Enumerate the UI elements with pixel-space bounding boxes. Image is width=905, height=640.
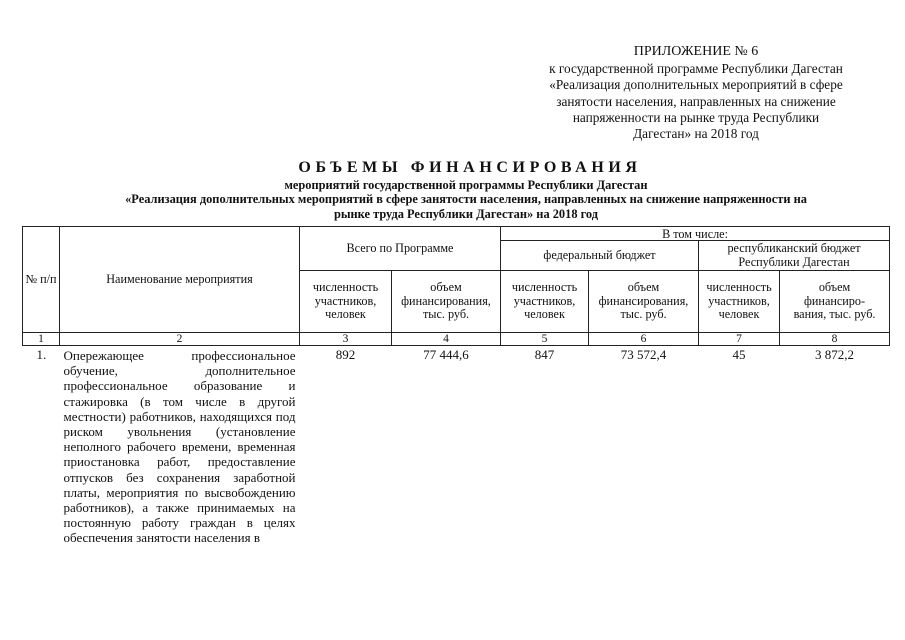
- header-total-funding: объем финансирования, тыс. руб.: [392, 271, 501, 333]
- table-row: [23, 346, 890, 546]
- header-republic-participants: численность участников, человек: [699, 271, 780, 333]
- appendix-line: «Реализация дополнительных мероприятий в сфере: [549, 77, 843, 93]
- row-total-funding: 77 444,6: [423, 347, 469, 362]
- header-including: В том числе:: [501, 227, 890, 241]
- appendix-block: [500, 44, 892, 142]
- appendix-line: занятости населения, направленных на снижение: [556, 93, 836, 109]
- column-number: 1: [23, 333, 60, 346]
- heading-line: рынке труда Республики Дагестан» на 2018 год: [333, 206, 599, 221]
- column-number: 4: [392, 333, 501, 346]
- funding-table: [22, 226, 890, 546]
- header-num: № п/п: [23, 227, 60, 333]
- column-number: 5: [501, 333, 589, 346]
- document-heading: [60, 158, 872, 221]
- row-number: 1.: [36, 347, 47, 362]
- appendix-line: напряженности на рынке труда Республики: [572, 109, 820, 125]
- row-total-participants: 892: [335, 347, 356, 362]
- row-federal-funding: 73 572,4: [620, 347, 667, 362]
- row-name: Опережающее профессиональное обучение, дополнительное профессиональное образование и стажировка (в том числе в другой местности) работников, находящихся под риском увольнения (установление неполного рабочего времени, временная приостановка работ, предоставление отпусков без сохранения заработной платы, мероприятия по высвобождению работников), а также принимаемых на постоянную работу граждан в целях обеспечения занятости населения в: [63, 348, 296, 546]
- header-total-participants: численность участников, человек: [300, 271, 392, 333]
- column-number: 7: [699, 333, 780, 346]
- header-republic-funding: объем финансиро-вания, тыс. руб.: [780, 271, 890, 333]
- column-number: 3: [300, 333, 392, 346]
- row-republic-participants: 45: [732, 347, 746, 362]
- header-republic: республиканский бюджет Республики Дагестан: [699, 241, 890, 271]
- header-name: Наименование мероприятия: [60, 227, 300, 333]
- header-federal-participants: численность участников, человек: [501, 271, 589, 333]
- header-federal-funding: объем финансирования, тыс. руб.: [589, 271, 699, 333]
- appendix-line: Дагестан» на 2018 год: [633, 126, 759, 142]
- row-republic-funding: 3 872,2: [815, 347, 855, 362]
- column-number: 8: [780, 333, 890, 346]
- heading-line: мероприятий государственной программы Республики Дагестан: [284, 178, 648, 192]
- appendix-line: к государственной программе Республики Дагестан: [549, 61, 843, 77]
- document-title: ОБЪЕМЫ ФИНАНСИРОВАНИЯ: [298, 159, 642, 176]
- header-total: Всего по Программе: [300, 227, 501, 271]
- column-number-row: [23, 333, 890, 346]
- header-federal: федеральный бюджет: [501, 241, 699, 271]
- heading-line: «Реализация дополнительных мероприятий в сфере занятости населения, направленных на снижение напряженности на: [125, 192, 807, 207]
- column-number: 2: [60, 333, 300, 346]
- row-federal-participants: 847: [534, 347, 555, 362]
- column-number: 6: [589, 333, 699, 346]
- appendix-title: ПРИЛОЖЕНИЕ № 6: [633, 44, 759, 59]
